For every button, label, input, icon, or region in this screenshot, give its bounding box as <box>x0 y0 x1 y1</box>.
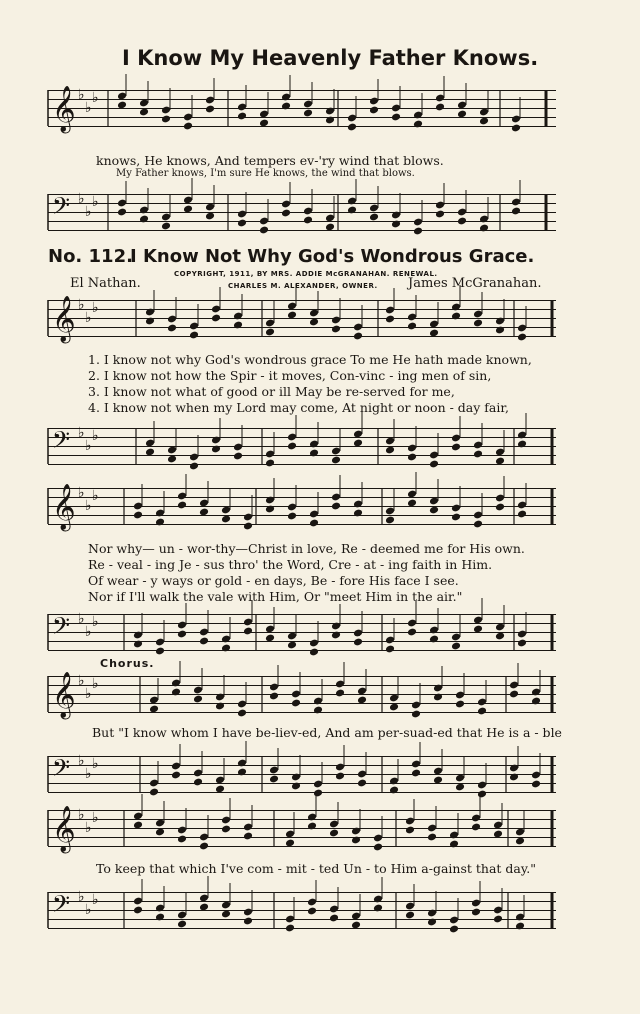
verse-3-line-b: Of wear - y ways or gold - en days, Be - fore His face I see. <box>88 573 459 588</box>
note-head <box>509 773 519 782</box>
note-head <box>325 223 335 232</box>
note-head <box>233 452 243 461</box>
verse-4-line-b: Nor if I'll walk the vale with Him, Or "meet Him in the air." <box>88 589 463 604</box>
flat-sign: ♭ <box>85 766 92 782</box>
note-head <box>133 821 143 830</box>
note-head <box>411 710 421 719</box>
note-head <box>389 703 399 712</box>
note-head <box>473 520 483 529</box>
note-head <box>265 634 275 643</box>
bass-clef: 𝄢 <box>52 426 71 459</box>
note-head <box>189 462 199 471</box>
flat-sign: ♭ <box>92 756 99 772</box>
note-head <box>471 908 481 917</box>
note-head <box>351 921 361 930</box>
flat-sign: ♭ <box>78 611 85 627</box>
note-head <box>291 699 301 708</box>
note-head <box>309 449 319 458</box>
note-head <box>287 442 297 451</box>
author: El Nathan. <box>70 276 141 291</box>
flat-sign: ♭ <box>78 191 85 207</box>
note-head <box>331 456 341 465</box>
flat-sign: ♭ <box>92 428 99 444</box>
note-head <box>155 647 165 656</box>
note-head <box>309 519 319 528</box>
note-head <box>429 460 439 469</box>
note-head <box>493 915 503 924</box>
note-head <box>139 108 149 117</box>
flat-sign: ♭ <box>92 194 99 210</box>
note-head <box>211 314 221 323</box>
note-head <box>517 510 527 519</box>
note-head <box>495 632 505 641</box>
note-head <box>411 769 421 778</box>
treble-clef: 𝄞 <box>52 672 76 718</box>
note-head <box>531 697 541 706</box>
note-head <box>215 702 225 711</box>
note-head <box>455 783 465 792</box>
flat-sign: ♭ <box>78 87 85 103</box>
flat-sign: ♭ <box>78 673 85 689</box>
note-head <box>473 319 483 328</box>
note-head <box>265 505 275 514</box>
note-head <box>221 910 231 919</box>
note-head <box>221 644 231 653</box>
note-head <box>429 635 439 644</box>
note-head <box>189 331 199 340</box>
note-head <box>493 830 503 839</box>
note-head <box>455 700 465 709</box>
note-head <box>495 326 505 335</box>
note-head <box>259 119 269 128</box>
note-head <box>385 315 395 324</box>
note-head <box>161 115 171 124</box>
note-head <box>353 509 363 518</box>
note-head <box>429 329 439 338</box>
note-head <box>221 825 231 834</box>
note-head <box>287 641 297 650</box>
verse-2-line-a: 2. I know not how the Spir - it moves, Con-vinc - ing men of sin, <box>88 368 492 383</box>
note-head <box>473 625 483 634</box>
flat-sign: ♭ <box>92 892 99 908</box>
note-head <box>357 779 367 788</box>
copyright-line-2: CHARLES M. ALEXANDER, OWNER. <box>228 282 378 290</box>
treble-clef: 𝄞 <box>52 86 76 132</box>
treble-clef: 𝄞 <box>52 484 76 530</box>
flat-sign: ♭ <box>85 820 92 836</box>
hymn-number: No. 112. <box>48 246 133 267</box>
note-head <box>205 212 215 221</box>
note-head <box>171 688 181 697</box>
note-head <box>211 445 221 454</box>
note-head <box>517 440 527 449</box>
note-head <box>457 110 467 119</box>
note-head <box>471 823 481 832</box>
note-head <box>117 101 127 110</box>
note-head <box>149 705 159 714</box>
flat-sign: ♭ <box>92 810 99 826</box>
note-head <box>407 628 417 637</box>
note-head <box>373 904 383 913</box>
flat-sign: ♭ <box>92 90 99 106</box>
flat-sign: ♭ <box>78 425 85 441</box>
note-head <box>183 205 193 214</box>
bass-clef: 𝄢 <box>52 612 71 645</box>
note-head <box>347 123 357 132</box>
note-head <box>265 459 275 468</box>
flat-sign: ♭ <box>85 310 92 326</box>
note-head <box>215 785 225 794</box>
note-head <box>357 696 367 705</box>
note-head <box>369 213 379 222</box>
flat-sign: ♭ <box>92 676 99 692</box>
note-head <box>531 780 541 789</box>
bass-clef: 𝄢 <box>52 754 71 787</box>
note-head <box>477 790 487 799</box>
note-head <box>291 782 301 791</box>
note-head <box>237 768 247 777</box>
hymn-title: I Know Not Why God's Wondrous Grace. <box>130 246 535 267</box>
chorus-line-2: To keep that which I've com - mit - ted Un - to Him a-gainst that day." <box>96 861 536 876</box>
flat-sign: ♭ <box>92 614 99 630</box>
note-head <box>427 918 437 927</box>
note-head <box>479 117 489 126</box>
flat-sign: ♭ <box>78 753 85 769</box>
copyright-line-1: COPYRIGHT, 1911, BY MRS. ADDIE McGRANAHAN. RENEWAL. <box>174 270 438 278</box>
note-head <box>307 822 317 831</box>
note-head <box>199 637 209 646</box>
note-head <box>133 640 143 649</box>
note-head <box>495 503 505 512</box>
note-head <box>199 842 209 851</box>
flat-sign: ♭ <box>92 300 99 316</box>
note-head <box>407 453 417 462</box>
note-head <box>329 829 339 838</box>
note-head <box>495 457 505 466</box>
note-head <box>183 122 193 131</box>
composer: James McGranahan. <box>408 276 542 291</box>
note-head <box>199 508 209 517</box>
note-head <box>145 448 155 457</box>
note-head <box>233 321 243 330</box>
note-head <box>351 836 361 845</box>
chorus-label: Chorus. <box>100 657 155 670</box>
flat-sign: ♭ <box>85 498 92 514</box>
note-head <box>449 925 459 934</box>
flat-sign: ♭ <box>78 485 85 501</box>
flat-sign: ♭ <box>78 807 85 823</box>
note-head <box>285 924 295 933</box>
note-head <box>335 689 345 698</box>
note-head <box>117 208 127 217</box>
note-head <box>451 312 461 321</box>
note-head <box>309 318 319 327</box>
note-head <box>479 224 489 233</box>
note-head <box>435 210 445 219</box>
note-head <box>281 209 291 218</box>
note-head <box>243 832 253 841</box>
note-head <box>451 513 461 522</box>
bass-clef: 𝄢 <box>52 192 71 225</box>
note-head <box>517 639 527 648</box>
note-head <box>193 778 203 787</box>
verse-4-line-a: 4. I know not when my Lord may come, At night or noon - day fair, <box>88 400 509 415</box>
note-head <box>243 917 253 926</box>
note-head <box>407 499 417 508</box>
note-head <box>303 109 313 118</box>
previous-hymn-lyric: knows, He knows, And tempers ev-'ry wind that blows. <box>96 153 444 168</box>
note-head <box>391 113 401 122</box>
note-head <box>451 443 461 452</box>
note-head <box>389 786 399 795</box>
note-head <box>509 690 519 699</box>
flat-sign: ♭ <box>85 686 92 702</box>
previous-hymn-alto-lyric: My Father knows, I'm sure He knows, the wind that blows. <box>116 168 415 179</box>
note-head <box>269 775 279 784</box>
note-head <box>477 707 487 716</box>
note-head <box>451 642 461 651</box>
note-head <box>287 311 297 320</box>
verse-3-line-a: 3. I know not what of good or ill May be re-served for me, <box>88 384 455 399</box>
note-head <box>427 833 437 842</box>
previous-hymn-title: I Know My Heavenly Father Knows. <box>122 46 539 70</box>
note-head <box>353 439 363 448</box>
flat-sign: ♭ <box>78 889 85 905</box>
note-head <box>347 206 357 215</box>
note-head <box>177 920 187 929</box>
note-head <box>237 219 247 228</box>
note-head <box>385 645 395 654</box>
note-head <box>133 906 143 915</box>
note-head <box>413 120 423 129</box>
note-head <box>307 907 317 916</box>
treble-clef: 𝄞 <box>52 296 76 342</box>
note-head <box>171 771 181 780</box>
note-head <box>167 455 177 464</box>
chorus-line-1: But "I know whom I have be-liev-ed, And am per-suad-ed that He is a - ble <box>92 725 562 740</box>
note-head <box>285 839 295 848</box>
note-head <box>313 789 323 798</box>
verse-2-line-b: Re - veal - ing Je - sus thro' the Word, Cre - at - ing faith in Him. <box>88 557 493 572</box>
note-head <box>237 112 247 121</box>
note-head <box>177 835 187 844</box>
note-head <box>325 116 335 125</box>
note-head <box>511 124 521 133</box>
note-head <box>155 828 165 837</box>
note-head <box>413 227 423 236</box>
treble-clef: 𝄞 <box>52 806 76 852</box>
note-head <box>287 512 297 521</box>
note-head <box>515 922 525 931</box>
note-head <box>457 217 467 226</box>
note-head <box>167 324 177 333</box>
note-head <box>313 706 323 715</box>
note-head <box>133 511 143 520</box>
note-head <box>449 840 459 849</box>
note-head <box>391 220 401 229</box>
flat-sign: ♭ <box>85 902 92 918</box>
note-head <box>145 317 155 326</box>
note-head <box>407 322 417 331</box>
note-head <box>177 630 187 639</box>
note-head <box>331 502 341 511</box>
note-head <box>155 518 165 527</box>
note-head <box>193 695 203 704</box>
bass-clef: 𝄢 <box>52 890 71 923</box>
note-head <box>335 772 345 781</box>
flat-sign: ♭ <box>85 100 92 116</box>
note-head <box>331 325 341 334</box>
note-head <box>139 215 149 224</box>
flat-sign: ♭ <box>78 297 85 313</box>
note-head <box>429 506 439 515</box>
note-head <box>243 522 253 531</box>
note-head <box>511 207 521 216</box>
note-head <box>515 837 525 846</box>
note-head <box>177 501 187 510</box>
note-head <box>155 913 165 922</box>
note-head <box>221 515 231 524</box>
note-head <box>243 627 253 636</box>
flat-sign: ♭ <box>85 204 92 220</box>
note-head <box>205 105 215 114</box>
flat-sign: ♭ <box>85 624 92 640</box>
note-head <box>385 516 395 525</box>
note-head <box>385 446 395 455</box>
note-head <box>331 631 341 640</box>
verse-1-line-a: 1. I know not why God's wondrous grace To me He hath made known, <box>88 352 532 367</box>
note-head <box>435 103 445 112</box>
note-head <box>259 226 269 235</box>
note-head <box>373 843 383 852</box>
note-head <box>353 638 363 647</box>
note-head <box>405 911 415 920</box>
note-head <box>473 450 483 459</box>
note-head <box>405 826 415 835</box>
note-head <box>265 328 275 337</box>
note-head <box>517 333 527 342</box>
note-head <box>281 102 291 111</box>
note-head <box>269 692 279 701</box>
note-head <box>237 709 247 718</box>
note-head <box>369 106 379 115</box>
note-head <box>329 914 339 923</box>
note-head <box>149 788 159 797</box>
flat-sign: ♭ <box>85 438 92 454</box>
note-head <box>309 648 319 657</box>
note-head <box>303 216 313 225</box>
note-head <box>433 693 443 702</box>
note-head <box>161 222 171 231</box>
note-head <box>433 776 443 785</box>
flat-sign: ♭ <box>92 488 99 504</box>
note-head <box>353 332 363 341</box>
verse-1-line-b: Nor why— un - wor-thy—Christ in love, Re - deemed me for His own. <box>88 541 525 556</box>
note-head <box>199 903 209 912</box>
